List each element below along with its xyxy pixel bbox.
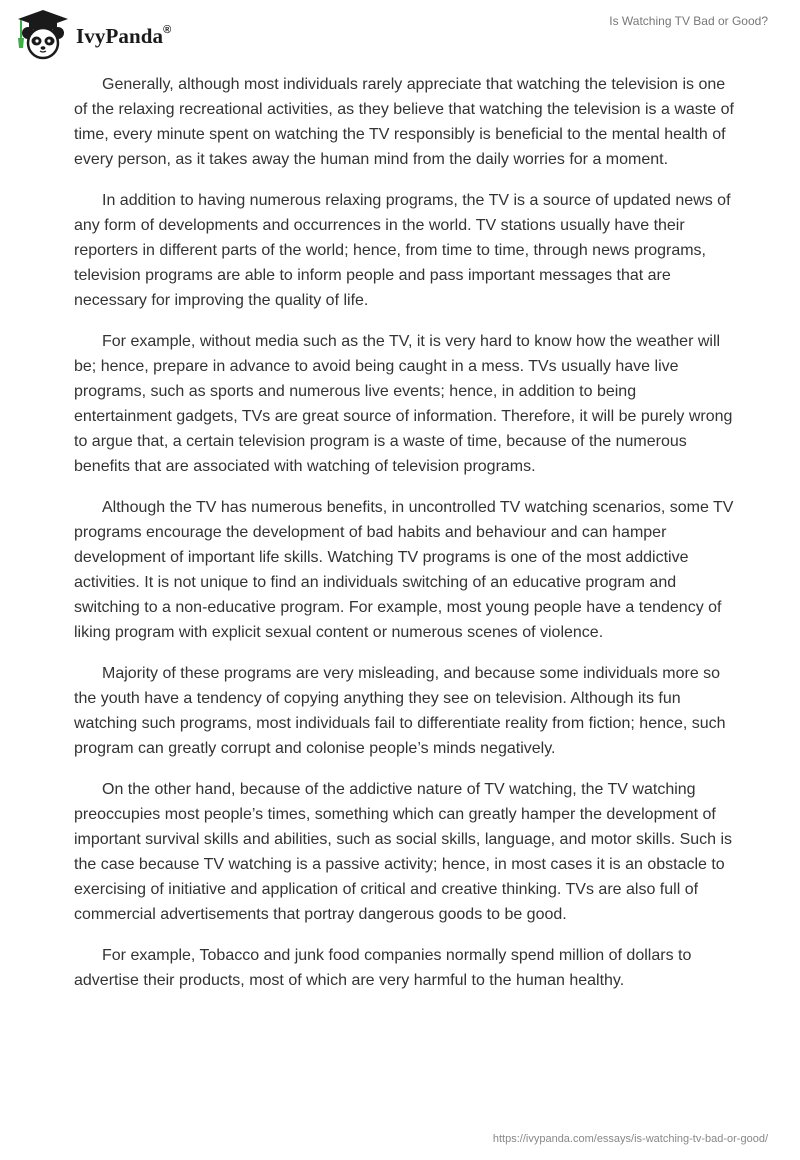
paragraph-4: Although the TV has numerous benefits, in uncontrolled TV watching scenarios, some TV programs encourage the development of bad habits and behaviour and can hamper development of important life skills. Watching TV programs is one of the most addictive activities. It is not unique to find an individuals switching of an educative program and switching to a non-educative program. For example, most young people have a tendency of liking program with explicit sexual content or numerous scenes of violence. (74, 499, 734, 641)
brand-text: IvyPanda (76, 23, 164, 48)
paragraph-7: For example, Tobacco and junk food companies normally spend million of dollars to advertise their products, most of which are very harmful to the human healthy. (74, 947, 692, 989)
page-header (0, 0, 800, 70)
paragraph-2: In addition to having numerous relaxing programs, the TV is a source of updated news of any form of developments and occurrences in the world. TV stations usually have their reporters in different parts of the world; hence, from time to time, through news programs, television programs are able to inform people and pass important messages that are necessary for improving the quality of life. (74, 192, 731, 309)
paragraph-1: Generally, although most individuals rarely appreciate that watching the television is one of the relaxing recreational activities, as they believe that watching the television is a waste of time, every minute spent on watching the TV responsibly is beneficial to the mental health of every person, as it takes away the human mind from the daily worries for a moment. (74, 76, 734, 168)
registered-mark: ® (163, 23, 172, 36)
document-title: Is Watching TV Bad or Good? (609, 14, 768, 28)
paragraph-5: Majority of these programs are very misleading, and because some individuals more so the youth have a tendency of copying anything they see on television. Although its fun watching such programs, most individuals fail to differentiate reality from fiction; hence, such program can greatly corrupt and colonise people’s minds negatively. (74, 665, 726, 757)
source-url-link[interactable]: https://ivypanda.com/essays/is-watching-tv-bad-or-good/ (492, 1133, 768, 1145)
essay-body (74, 72, 734, 1009)
panda-graduation-cap-icon (14, 8, 72, 60)
paragraph-6: On the other hand, because of the addictive nature of TV watching, the TV watching preoccupies most people’s times, something which can greatly hamper the development of important survival skills and abilities, such as social skills, language, and motor skills. Such is the case because TV watching is a passive activity; hence, in most cases it is an obstacle to exercising of initiative and application of critical and creative thinking. TVs are also full of commercial advertisements that portray dangerous goods to be good. (74, 781, 733, 923)
ivypanda-logo[interactable] (14, 8, 171, 60)
paragraph-3: For example, without media such as the TV, it is very hard to know how the weather will be; hence, prepare in advance to avoid being caught in a mess. TVs usually have live programs, such as sports and numerous live events; hence, in addition to being entertainment gadgets, TVs are great source of information. Therefore, it will be purely wrong to argue that, a certain television program is a waste of time, because of the numerous benefits that are associated with watching of television programs. (74, 333, 733, 475)
brand-name (76, 24, 171, 49)
